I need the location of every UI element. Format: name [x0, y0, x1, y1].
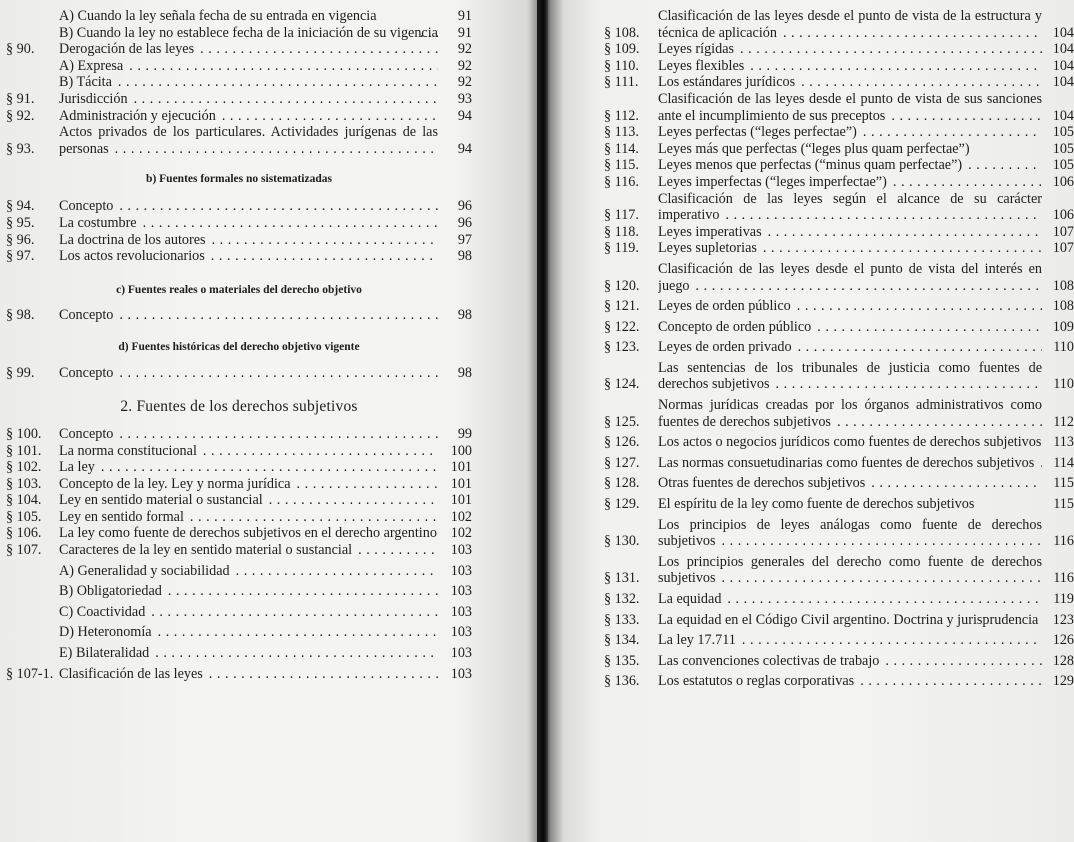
- page-number: 113: [1053, 434, 1074, 451]
- section-number: § 114.: [604, 140, 639, 157]
- entry-title: Leyes más que perfectas (“leges plus quam perfectae”): [658, 140, 970, 157]
- section-number: § 127.: [604, 454, 640, 471]
- entry-title: Concepto . . .: [59, 307, 438, 324]
- section-number: § 107.: [6, 542, 42, 559]
- toc-entry: [604, 91, 1074, 124]
- toc-entry: [604, 157, 1074, 174]
- page-number: 107: [1052, 240, 1074, 257]
- toc-entry: [6, 426, 472, 443]
- entry-title: E) Bilateralidad . . .: [59, 645, 438, 662]
- page-number: 103: [450, 665, 472, 682]
- entry-title: Leyes perfectas (“leges perfectae”) . . .: [658, 124, 1042, 141]
- right-toc-column: [604, 0, 1074, 690]
- section-number: § 98.: [6, 306, 35, 323]
- section-number: § 117.: [604, 207, 639, 224]
- page-number: 94: [457, 107, 472, 124]
- section-number: § 116.: [604, 173, 639, 190]
- entry-title: Los estándares jurídicos . . .: [658, 74, 1042, 91]
- section-number: § 104.: [6, 492, 42, 509]
- section-number: § 126.: [604, 434, 640, 451]
- section-number: § 125.: [604, 413, 640, 430]
- entry-title: El espíritu de la ley como fuente de derechos subjetivos: [658, 496, 975, 513]
- page-number: 106: [1052, 173, 1074, 190]
- toc-entry: [6, 8, 472, 25]
- entry-title: B) Tácita . . .: [59, 74, 438, 91]
- page-number: 126: [1052, 632, 1074, 649]
- entry-title: Normas jurídicas creadas por los órganos administrativos como fuentes de derechos subjetivos . . .: [658, 397, 1042, 430]
- book-gutter: [528, 0, 548, 842]
- entry-title: A) Generalidad y sociabilidad . . .: [59, 563, 438, 580]
- section-number: § 94.: [6, 198, 35, 215]
- entry-title: Leyes flexibles . . .: [658, 58, 1042, 75]
- entry-title: Las convenciones colectivas de trabajo . . .: [658, 653, 1042, 670]
- toc-entry: [604, 632, 1074, 649]
- toc-entry: [6, 58, 472, 75]
- entry-title: A) Expresa . . .: [59, 58, 438, 75]
- toc-entry: [604, 475, 1074, 492]
- toc-entry: [604, 240, 1074, 257]
- toc-entry: [6, 624, 472, 641]
- entry-title: La doctrina de los autores . . .: [59, 232, 438, 249]
- entry-title: Clasificación de las leyes desde el punto de vista de sus sanciones ante el incumplimiento de sus preceptos . . .: [658, 91, 1042, 124]
- toc-entry: [604, 124, 1074, 141]
- toc-entry: [6, 124, 472, 157]
- section-number: § 90.: [6, 41, 35, 58]
- page-number: 116: [1053, 570, 1074, 587]
- section-number: § 128.: [604, 475, 640, 492]
- toc-entry: [6, 41, 472, 58]
- page-number: 103: [450, 645, 472, 662]
- section-heading: d) Fuentes históricas del derecho objetivo vigente: [118, 341, 360, 354]
- section-number: § 120.: [604, 277, 640, 294]
- section-number: § 112.: [604, 107, 639, 124]
- page-number: 91: [457, 24, 472, 41]
- page-number: 108: [1052, 298, 1074, 315]
- section-number: § 110.: [604, 57, 639, 74]
- section-number: § 109.: [604, 41, 640, 58]
- toc-entry: [604, 434, 1074, 451]
- page-number: 109: [1052, 318, 1074, 335]
- entry-title: Leyes de orden público . . .: [658, 298, 1042, 315]
- section-number: § 102.: [6, 459, 42, 476]
- toc-entry: [604, 174, 1074, 191]
- toc-entry: [604, 8, 1074, 41]
- entry-title: Concepto . . .: [59, 426, 438, 443]
- entry-title: Actos privados de los particulares. Actividades jurígenas de las personas . . .: [59, 124, 438, 157]
- left-toc-column: [6, 0, 472, 682]
- toc-entry: [604, 41, 1074, 58]
- page-number: 103: [450, 603, 472, 620]
- section-number: § 95.: [6, 214, 35, 231]
- entry-title: Clasificación de las leyes según el alcance de su carácter imperativo . . .: [658, 191, 1042, 224]
- page-number: 92: [457, 74, 472, 91]
- toc-entry: [6, 604, 472, 621]
- entry-title: Otras fuentes de derechos subjetivos . . .: [658, 475, 1042, 492]
- page-number: 112: [1053, 413, 1074, 430]
- page-number: 105: [1052, 124, 1074, 141]
- section-heading: b) Fuentes formales no sistematizadas: [146, 173, 332, 186]
- page-number: 98: [457, 248, 472, 265]
- entry-title: La costumbre . . .: [59, 215, 438, 232]
- toc-entry: [604, 397, 1074, 430]
- entry-title: Administración y ejecución . . .: [59, 108, 438, 125]
- page-number: 123: [1052, 611, 1074, 628]
- entry-title: Concepto . . .: [59, 365, 438, 382]
- entry-title: Ley en sentido formal . . .: [59, 509, 438, 526]
- page-number: 108: [1052, 277, 1074, 294]
- section-number: § 122.: [604, 318, 640, 335]
- section-heading: 2. Fuentes de los derechos subjetivos: [120, 397, 358, 415]
- toc-entry: [604, 261, 1074, 294]
- toc-entry: [6, 666, 472, 683]
- toc-entry: [604, 673, 1074, 690]
- toc-entry: [6, 307, 472, 324]
- toc-entry: [6, 74, 472, 91]
- page-number: 105: [1052, 140, 1074, 157]
- section-number: § 97.: [6, 248, 35, 265]
- page-number: 119: [1053, 591, 1074, 607]
- toc-entry: [6, 443, 472, 460]
- page-number: 99: [457, 425, 472, 442]
- entry-title: Concepto de la ley. Ley y norma jurídica . . .: [59, 476, 438, 493]
- section-number: § 118.: [604, 223, 639, 240]
- page-number: 105: [1052, 157, 1074, 174]
- toc-entry: [6, 248, 472, 265]
- toc-entry: [604, 298, 1074, 315]
- section-number: § 134.: [604, 632, 640, 649]
- entry-title: Los principios de leyes análogas como fuente de derechos subjetivos . . .: [658, 517, 1042, 550]
- page-number: 103: [450, 624, 472, 641]
- section-number: § 91.: [6, 90, 35, 107]
- entry-title: Concepto de orden público . . .: [658, 319, 1042, 336]
- page-number: 116: [1053, 533, 1074, 550]
- section-number: § 101.: [6, 442, 42, 459]
- section-number: § 93.: [6, 140, 35, 157]
- toc-entry: [6, 459, 472, 476]
- section-number: § 108.: [604, 24, 640, 41]
- toc-entry: [604, 224, 1074, 241]
- toc-entry: [604, 339, 1074, 356]
- section-number: § 129.: [604, 496, 640, 513]
- entry-title: Concepto . . .: [59, 198, 438, 215]
- entry-title: Leyes imperfectas (“leges imperfectae”) . . .: [658, 174, 1042, 191]
- page-number: 91: [457, 8, 472, 24]
- toc-entry: [6, 365, 472, 382]
- section-number: § 106.: [6, 525, 42, 542]
- toc-entry: [604, 653, 1074, 670]
- toc-entry: [6, 198, 472, 215]
- toc-entry: [604, 591, 1074, 608]
- section-number: § 99.: [6, 365, 35, 382]
- page-number: 96: [457, 198, 472, 215]
- page-number: 115: [1053, 496, 1074, 513]
- page-number: 101: [450, 459, 472, 476]
- section-number: § 131.: [604, 570, 640, 587]
- section-number: § 136.: [604, 673, 640, 690]
- toc-entry: [6, 215, 472, 232]
- page-number: 110: [1053, 376, 1074, 393]
- page-number: 100: [450, 442, 472, 459]
- toc-entry: [6, 563, 472, 580]
- page-number: 94: [457, 140, 472, 157]
- entry-title: Ley en sentido material o sustancial . . .: [59, 492, 438, 509]
- entry-title: Jurisdicción . . .: [59, 91, 438, 108]
- page-number: 104: [1052, 57, 1074, 74]
- entry-title: La equidad en el Código Civil argentino. Doctrina y jurisprudencia . . .: [658, 612, 1042, 629]
- entry-title: La equidad . . .: [658, 591, 1042, 608]
- section-number: § 96.: [6, 231, 35, 248]
- page-number: 101: [450, 492, 472, 509]
- entry-title: B) Cuando la ley no establece fecha de la iniciación de su vigencia . . .: [59, 25, 438, 42]
- section-number: § 107-1.: [6, 665, 54, 682]
- entry-title: Clasificación de las leyes desde el punto de vista del interés en juego . . .: [658, 261, 1042, 294]
- page-number: 129: [1052, 673, 1074, 690]
- toc-entry: [604, 360, 1074, 393]
- page-number: 104: [1052, 24, 1074, 41]
- page-number: 106: [1052, 207, 1074, 224]
- entry-title: Derogación de las leyes . . .: [59, 41, 438, 58]
- entry-title: Los principios generales del derecho como fuente de derechos subjetivos . . .: [658, 554, 1042, 587]
- toc-entry: [604, 496, 1074, 513]
- page-number: 97: [457, 231, 472, 248]
- toc-entry: [6, 232, 472, 249]
- toc-entry: [6, 108, 472, 125]
- section-number: § 115.: [604, 157, 639, 174]
- entry-title: Leyes imperativas . . .: [658, 224, 1042, 241]
- page-number: 115: [1053, 475, 1074, 492]
- section-number: § 111.: [604, 74, 639, 91]
- page-number: 101: [450, 475, 472, 492]
- toc-entry: [6, 509, 472, 526]
- toc-entry: [604, 74, 1074, 91]
- toc-entry: [604, 141, 1074, 158]
- toc-entry: [604, 612, 1074, 629]
- toc-entry: [6, 25, 472, 42]
- entry-title: Leyes de orden privado . . .: [658, 339, 1042, 356]
- page-number: 110: [1053, 339, 1074, 356]
- entry-title: Caracteres de la ley en sentido material o sustancial . . .: [59, 542, 438, 559]
- toc-entry: [6, 525, 472, 542]
- page-number: 128: [1052, 652, 1074, 669]
- page-number: 107: [1052, 223, 1074, 240]
- page-number: 102: [450, 525, 472, 542]
- toc-entry: [604, 191, 1074, 224]
- entry-title: Las sentencias de los tribunales de justicia como fuentes de derechos subjetivos . . .: [658, 360, 1042, 393]
- entry-title: Los actos revolucionarios . . .: [59, 248, 438, 265]
- entry-title: Leyes menos que perfectas (“minus quam perfectae”) . . .: [658, 157, 1042, 174]
- entry-title: La norma constitucional . . .: [59, 443, 438, 460]
- toc-entry: [604, 58, 1074, 75]
- toc-entry: [604, 517, 1074, 550]
- page-number: 93: [457, 90, 472, 107]
- section-number: § 123.: [604, 339, 640, 356]
- entry-title: Clasificación de las leyes . . .: [59, 666, 438, 683]
- entry-title: La ley como fuente de derechos subjetivos en el derecho argentino . . .: [59, 525, 438, 542]
- page-number: 98: [457, 306, 472, 323]
- section-number: § 119.: [604, 240, 639, 257]
- entry-title: Los estatutos o reglas corporativas . . .: [658, 673, 1042, 690]
- page-number: 104: [1052, 74, 1074, 91]
- section-number: § 133.: [604, 611, 640, 628]
- toc-entry: [604, 455, 1074, 472]
- section-heading: c) Fuentes reales o materiales del derecho objetivo: [116, 283, 362, 296]
- page-number: 98: [457, 365, 472, 382]
- page-number: 96: [457, 214, 472, 231]
- entry-title: Leyes supletorias . . .: [658, 240, 1042, 257]
- toc-entry: [604, 554, 1074, 587]
- section-number: § 92.: [6, 107, 35, 124]
- toc-entry: [6, 583, 472, 600]
- section-number: § 130.: [604, 533, 640, 550]
- section-number: § 100.: [6, 425, 42, 442]
- toc-entry: [604, 319, 1074, 336]
- page-number: 92: [457, 57, 472, 74]
- page-number: 103: [450, 562, 472, 579]
- entry-title: C) Coactividad . . .: [59, 604, 438, 621]
- entry-title: B) Obligatoriedad . . .: [59, 583, 438, 600]
- section-number: § 103.: [6, 475, 42, 492]
- section-number: § 121.: [604, 298, 640, 315]
- page-number: 103: [450, 583, 472, 600]
- page-number: 104: [1052, 107, 1074, 124]
- section-number: § 124.: [604, 376, 640, 393]
- page-number: 103: [450, 542, 472, 559]
- toc-entry: [6, 542, 472, 559]
- toc-entry: [6, 91, 472, 108]
- section-number: § 113.: [604, 124, 639, 141]
- entry-title: La ley . . .: [59, 459, 438, 476]
- toc-entry: [6, 476, 472, 493]
- entry-title: La ley 17.711 . . .: [658, 632, 1042, 649]
- entry-title: Clasificación de las leyes desde el punto de vista de la estructura y técnica de aplicación . . .: [658, 8, 1042, 41]
- entry-title: Los actos o negocios jurídicos como fuentes de derechos subjetivos . . .: [658, 434, 1042, 451]
- section-number: § 105.: [6, 508, 42, 525]
- toc-entry: [6, 492, 472, 509]
- entry-title: D) Heteronomía . . .: [59, 624, 438, 641]
- page-number: 102: [450, 508, 472, 525]
- section-number: § 132.: [604, 591, 640, 607]
- section-number: § 135.: [604, 652, 640, 669]
- entry-title: Leyes rígidas . . .: [658, 41, 1042, 58]
- page-number: 104: [1052, 41, 1074, 58]
- entry-title: A) Cuando la ley señala fecha de su entrada en vigencia: [59, 8, 377, 24]
- toc-entry: [6, 645, 472, 662]
- entry-title: Las normas consuetudinarias como fuentes de derechos subjetivos . . .: [658, 455, 1042, 472]
- page-number: 114: [1053, 454, 1074, 471]
- page-number: 92: [457, 41, 472, 58]
